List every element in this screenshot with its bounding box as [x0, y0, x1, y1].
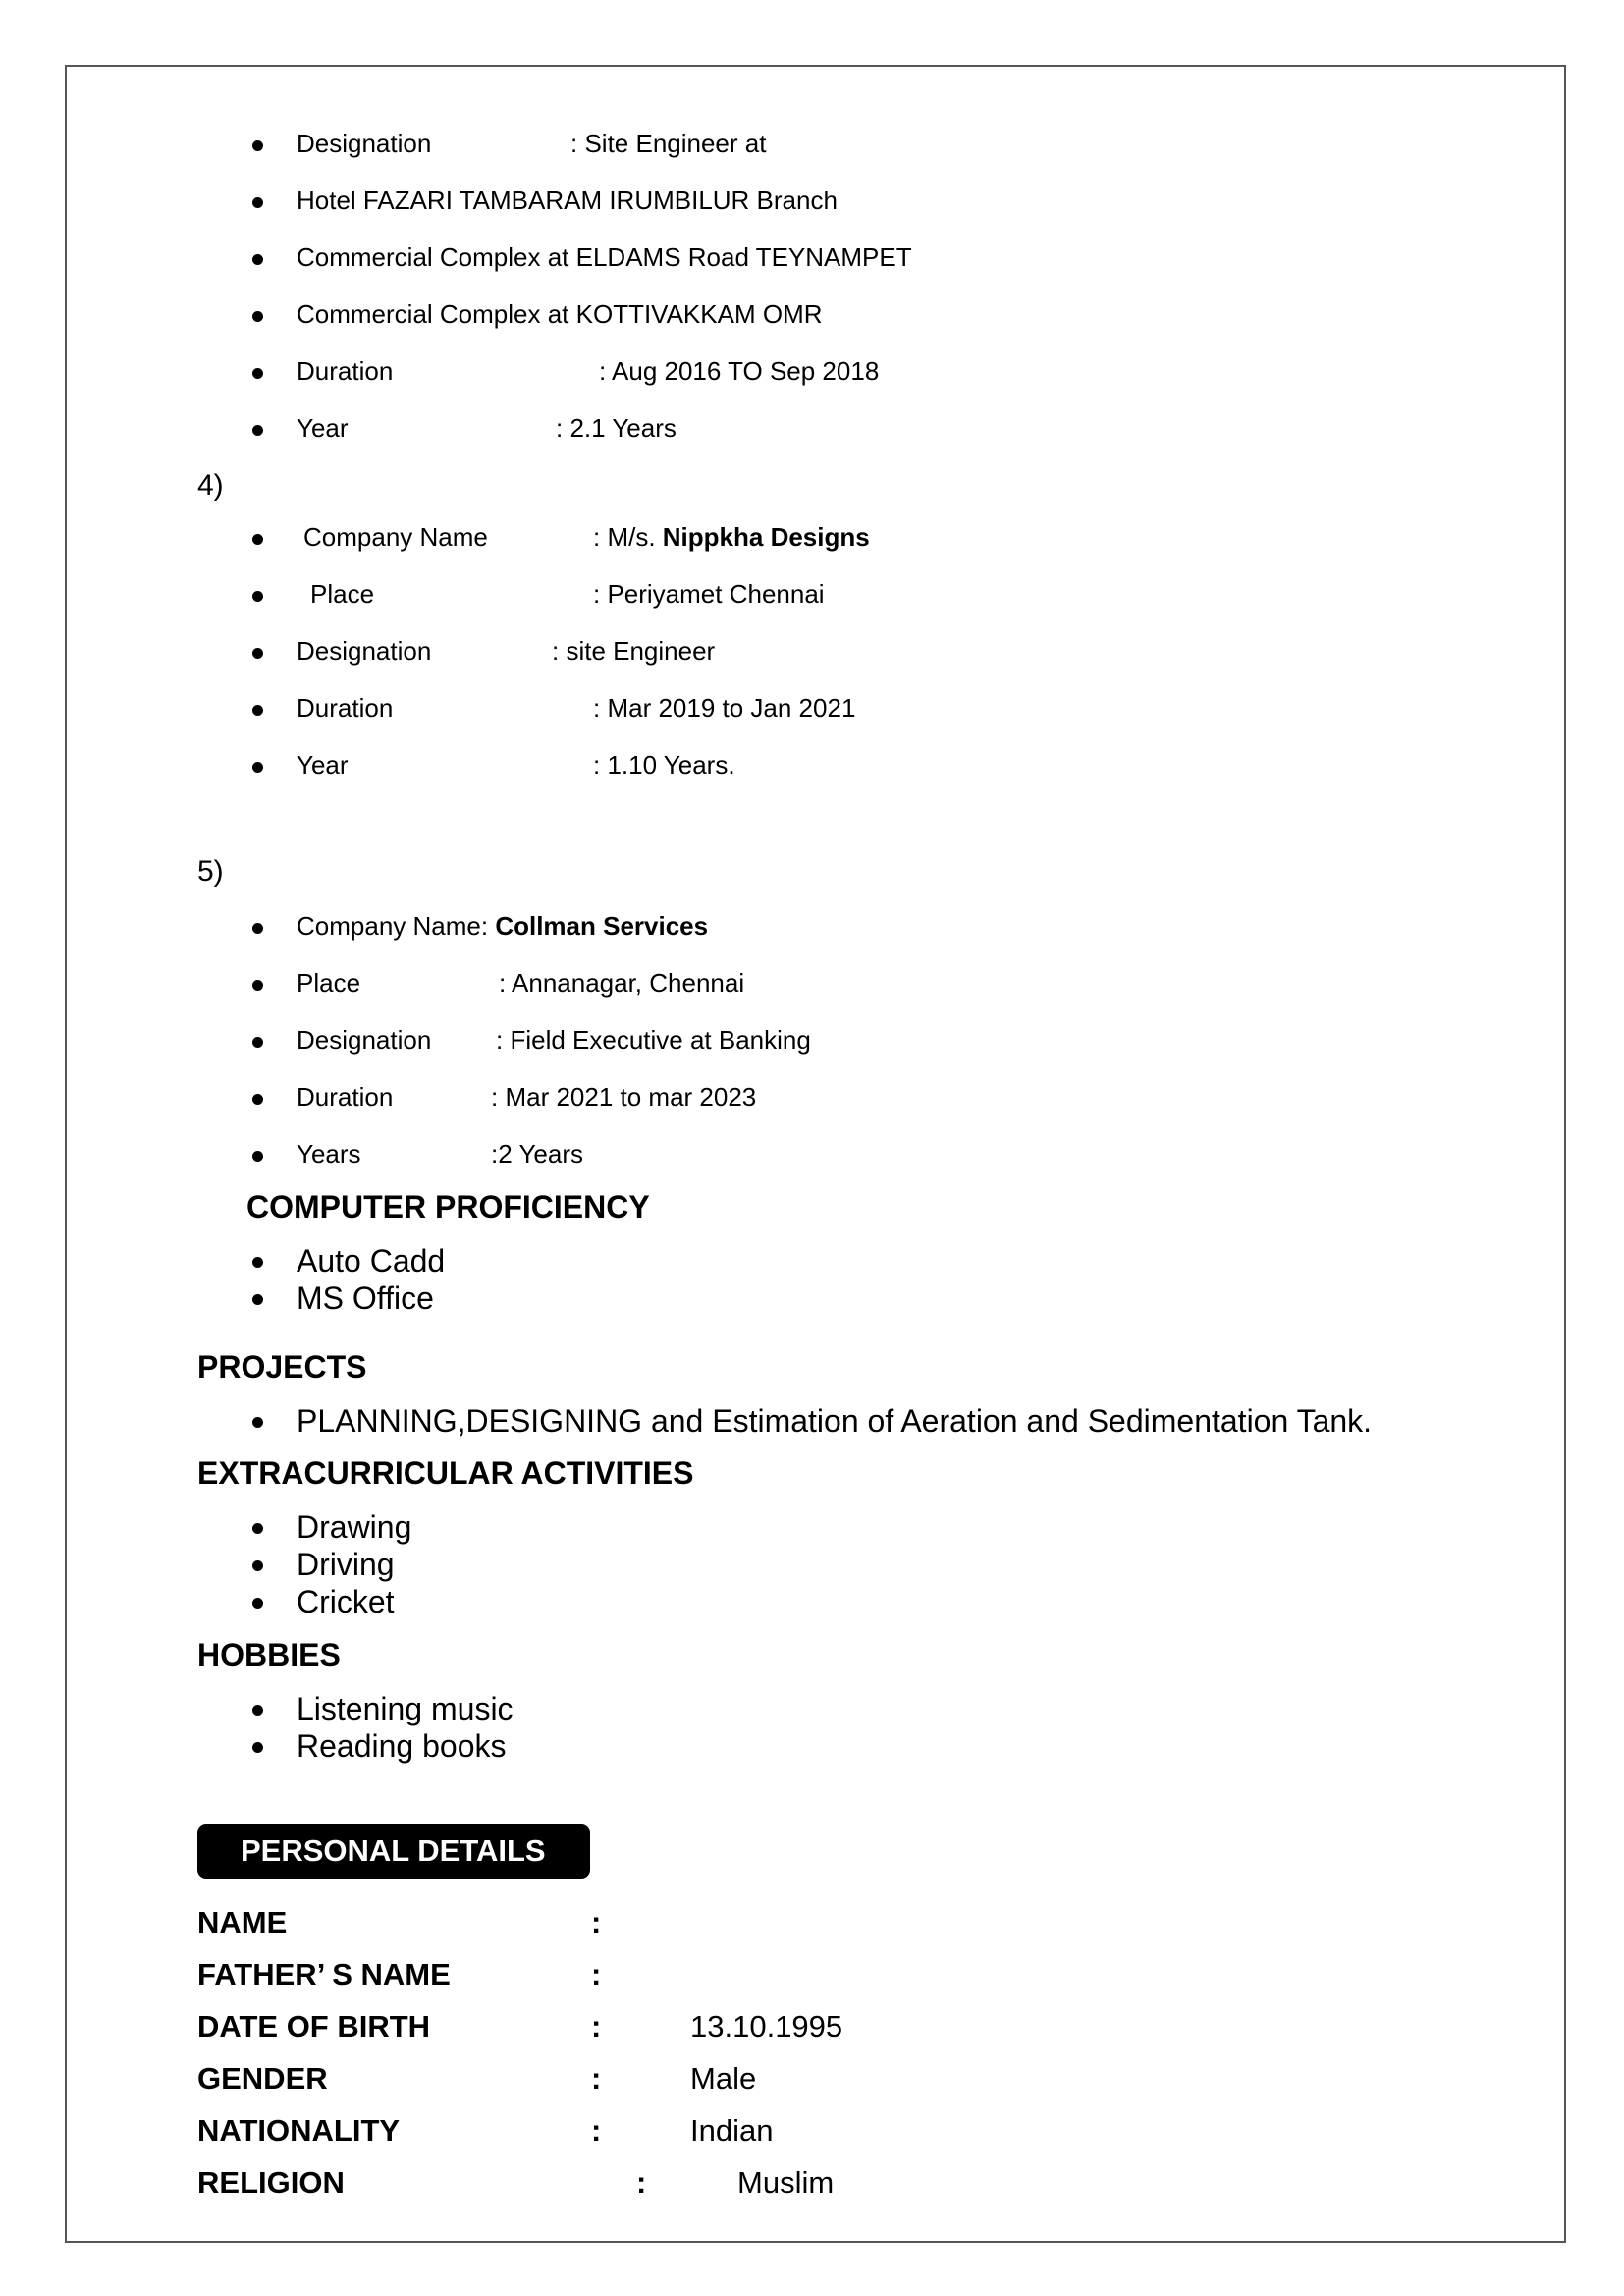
year-value: : 1.10 Years.	[593, 750, 735, 780]
page-border	[65, 65, 1566, 2243]
list-item: MS Office	[297, 1281, 434, 1316]
bullet-icon	[252, 980, 263, 991]
bullet-icon	[252, 1094, 263, 1105]
project-item: Commercial Complex at KOTTIVAKKAM OMR	[297, 300, 823, 329]
section-number: 5)	[197, 855, 224, 888]
bullet-icon	[252, 534, 263, 545]
field-label: NATIONALITY	[197, 2113, 401, 2148]
duration-value: : Aug 2016 TO Sep 2018	[599, 356, 880, 386]
duration-label: Duration	[297, 1082, 394, 1112]
list-item: Auto Cadd	[297, 1243, 446, 1279]
bullet-icon	[252, 1560, 263, 1571]
field-label: RELIGION	[197, 2165, 345, 2200]
field-label: NAME	[197, 1905, 288, 1940]
list-item: Driving	[297, 1547, 395, 1582]
bullet-icon	[252, 197, 263, 208]
duration-value: : Mar 2019 to Jan 2021	[593, 693, 856, 723]
designation-value: : site Engineer	[552, 636, 716, 666]
section-heading: HOBBIES	[197, 1637, 341, 1672]
place-value: : Periyamet Chennai	[593, 579, 825, 609]
list-item: Listening music	[297, 1691, 514, 1726]
field-value: Indian	[690, 2113, 774, 2148]
year-value: : 2.1 Years	[556, 413, 677, 443]
company-label: Company Name:	[297, 911, 496, 941]
bullet-icon	[252, 425, 263, 436]
years-value: :2 Years	[491, 1139, 583, 1169]
duration-label: Duration	[297, 693, 394, 723]
project-item: Hotel FAZARI TAMBARAM IRUMBILUR Branch	[297, 186, 838, 215]
duration-label: Duration	[297, 356, 394, 386]
bullet-icon	[252, 311, 263, 322]
bullet-icon	[252, 254, 263, 265]
bullet-icon	[252, 1294, 263, 1305]
designation-label: Designation	[297, 129, 432, 158]
bullet-icon	[252, 1257, 263, 1268]
field-label: FATHER’ S NAME	[197, 1957, 451, 1992]
year-label: Year	[297, 750, 349, 780]
field-value: 13.10.1995	[690, 2009, 843, 2044]
bullet-icon	[252, 1705, 263, 1716]
list-item: Reading books	[297, 1728, 507, 1764]
section-heading: EXTRACURRICULAR ACTIVITIES	[197, 1455, 694, 1491]
field-value: Muslim	[737, 2165, 835, 2200]
bullet-icon	[252, 1037, 263, 1048]
field-colon: :	[591, 1957, 602, 1992]
list-item: Cricket	[297, 1584, 395, 1619]
bullet-icon	[252, 1598, 263, 1609]
field-label: GENDER	[197, 2061, 328, 2096]
bullet-icon	[252, 1417, 263, 1428]
company-separator: : M/s.	[593, 522, 663, 552]
bullet-icon	[252, 1742, 263, 1753]
bullet-icon	[252, 368, 263, 379]
company-name: Collman Services	[495, 911, 709, 941]
place-label: Place	[310, 579, 375, 609]
field-label: DATE OF BIRTH	[197, 2009, 431, 2044]
duration-value: : Mar 2021 to mar 2023	[491, 1082, 757, 1112]
company-label: Company Name	[303, 522, 488, 552]
section-number: 4)	[197, 469, 224, 502]
bullet-icon	[252, 140, 263, 151]
bullet-icon	[252, 705, 263, 716]
bullet-icon	[252, 591, 263, 602]
field-colon: :	[591, 2061, 602, 2096]
section-heading: PROJECTS	[197, 1349, 367, 1385]
field-colon: :	[591, 2113, 602, 2148]
designation-label: Designation	[297, 1025, 432, 1055]
bullet-icon	[252, 1523, 263, 1534]
field-colon: :	[591, 1905, 602, 1940]
badge-label: PERSONAL DETAILS	[241, 1833, 546, 1868]
section-heading: COMPUTER PROFICIENCY	[246, 1189, 650, 1225]
list-item: PLANNING,DESIGNING and Estimation of Aeration and Sedimentation Tank.	[297, 1403, 1373, 1439]
designation-value: : Field Executive at Banking	[496, 1025, 811, 1055]
company-name: Nippkha Designs	[662, 522, 870, 552]
years-label: Years	[297, 1139, 361, 1169]
bullet-icon	[252, 1151, 263, 1162]
field-value: Male	[690, 2061, 757, 2096]
project-item: Commercial Complex at ELDAMS Road TEYNAMPET	[297, 243, 912, 272]
bullet-icon	[252, 923, 263, 934]
year-label: Year	[297, 413, 349, 443]
place-label: Place	[297, 968, 361, 998]
designation-value: : Site Engineer at	[570, 129, 767, 158]
list-item: Drawing	[297, 1509, 412, 1545]
bullet-icon	[252, 648, 263, 659]
personal-details-badge	[197, 1824, 590, 1879]
designation-label: Designation	[297, 636, 432, 666]
field-colon: :	[636, 2165, 647, 2200]
bullet-icon	[252, 762, 263, 773]
place-value: : Annanagar, Chennai	[499, 968, 745, 998]
field-colon: :	[591, 2009, 602, 2044]
